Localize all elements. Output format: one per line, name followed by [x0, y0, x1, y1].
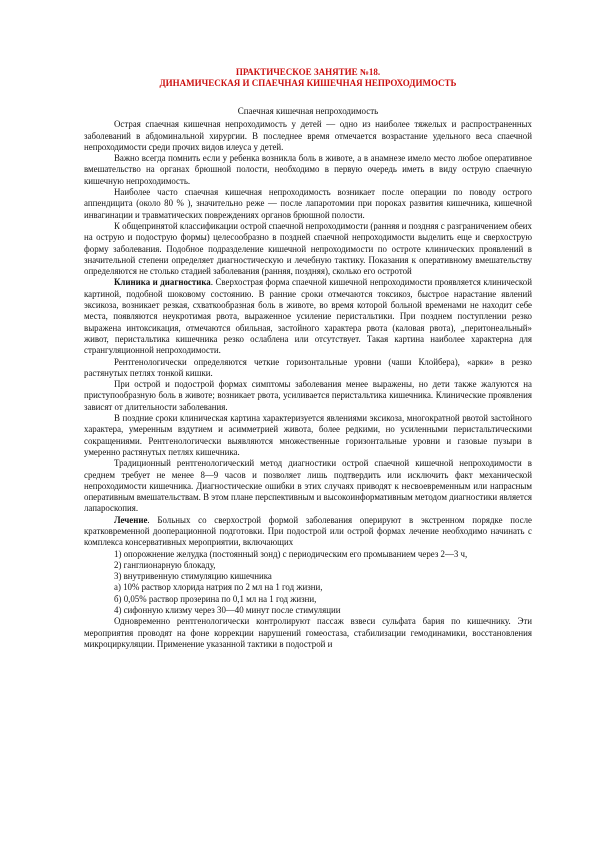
- list-item-1: 1) опорожнение желудка (постоянный зонд) с периодическим его промыванием через 2—3 ч,: [114, 548, 468, 559]
- paragraph-anamnesis: Важно всегда помнить если у ребенка возникла боль в животе, а в анамнезе имело место любое оперативное вмешательство на органах брюшной полости, необходимо в первую очередь иметь в виду острую спаечную кишечную непроходимость.: [84, 153, 532, 186]
- list-item-2: 2) ганглионарную блокаду,: [114, 559, 216, 570]
- paragraph-diagnostics: Традиционный рентгенологический метод диагностики острой спаечной кишечной непроходимости в среднем требует не менее 8—9 часов и позволяет лишь подтвердить или исключить факт механической непроходимости кишечника. Диагностические ошибки в этих случаях приводят к несвоевременным или напрасным оперативным вмешательствам. В этом плане перспективным и высокоинформативным методом диагностики является лапароскопия.: [84, 458, 532, 514]
- list-subitem-3a: а) 10% раствор хлорида натрия по 2 мл на 1 год жизни,: [114, 582, 323, 593]
- page-title: [84, 67, 532, 89]
- paragraph-late-stage: В поздние сроки клиническая картина характеризуется явлениями эксикоза, многократной рвотой застойного характера, умеренным вздутием и асимметрией живота, более редкими, но усиленными перистальтическими сокращениями. Рентгенологически выявляются множественные горизонтальные уровни и газовые пузыри в умеренно растянутых петлях кишечника.: [84, 413, 532, 457]
- list-subitem-3b: б) 0,05% раствор прозерина по 0,1 мл на 1 год жизни,: [114, 593, 317, 604]
- paragraph-treatment: [84, 515, 532, 549]
- document-body: [84, 67, 532, 650]
- clinic-heading: Клиника и диагностика: [114, 277, 211, 288]
- paragraph-xray: Рентгенологически определяются четкие горизонтальные уровни (чаши Клойбера), «арки» в резко растянутых петлях тонкой кишки.: [84, 356, 532, 378]
- paragraph-causes: Наиболее часто спаечная кишечная непроходимость возникает после операции по поводу острого аппендицита (около 80 % ), значительно реже — после лапаротомии при пороках развития кишечника, кишечной инвагинации и травматических повреждениях органов брюшной полости.: [84, 187, 532, 220]
- list-item-4: 4) сифонную клизму через 30—40 минут после стимуляции: [114, 605, 341, 616]
- list-item-3: 3) внутривенную стимуляцию кишечника: [114, 571, 272, 582]
- paragraph-classification: К общепринятой классификации острой спаечной непроходимости (ранняя и поздняя с разграничением обеих на острую и подострую формы) целесообразно в поздней спаечной непроходимости выделить еще и сверхострую форму заболевания. Подобное подразделение кишечной непроходимости по остроте клинических проявлений в значительной степени определяет диагностическую и лечебную тактику. Показания к оперативному вмешательству определяются не столько стадией заболевания (ранняя, поздняя), сколько его остротой: [84, 220, 532, 277]
- clinic-text: . Сверхострая форма спаечной кишечной непроходимости проявляется клинической картиной, подобной шоковому состоянию. В ранние сроки отмечаются токсикоз, быстрое нарастание явлений эксикоза, возникает резкая, схваткообразная боль в животе, во время которой больной временами не находит себе места, появляются неукротимая рвота, выраженное усиление перистальтики. При позднем поступлении резко выражена интоксикация, отмечаются обильная, застойного характера рвота (каловая рвота), „перитонеальный» живот, перистальтика кишечника резко ослаблена или отсутствует. Такая картина наиболее характерна для странгуляционной непроходимости.: [84, 277, 532, 356]
- title-line-1: ПРАКТИЧЕСКОЕ ЗАНЯТИЕ №18.: [235, 67, 381, 77]
- title-line-2: ДИНАМИЧЕСКАЯ И СПАЕЧНАЯ КИШЕЧНАЯ НЕПРОХОДИМОСТЬ: [159, 78, 457, 88]
- paragraph-monitoring: Одновременно рентгенологически контролируют пассаж взвеси сульфата бария по кишечнику. Эти мероприятия проводят на фоне коррекции нарушений гомеостаза, стабилизации гемодинамики, восстановления микроциркуляции. Применение указанной тактики в подострой и: [84, 616, 532, 649]
- paragraph-acute-forms: При острой и подострой формах симптомы заболевания менее выражены, но дети также жалуются на приступообразную боль в животе; возникает рвота, усиливается перистальтика кишечника. Клинические проявления зависят от длительности заболевания.: [84, 379, 532, 412]
- section-subtitle: Спаечная кишечная непроходимость: [237, 106, 379, 116]
- treatment-text: . Больных со сверхострой формой заболевания оперируют в экстренном порядке после кратковременной дооперационной подготовки. При подострой или острой формах лечение необходимо начинать с комплекса консервативных мероприятии, включающих: [84, 514, 532, 548]
- paragraph-clinic: [84, 277, 532, 356]
- treatment-heading: Лечение: [114, 514, 148, 525]
- paragraph-intro: Острая спаечная кишечная непроходимость у детей — одно из наиболее тяжелых и распространенных заболеваний в абдоминальной хирургии. В последнее время отмечается возрастание удельного веса спаечной непроходимости среди прочих видов илеуса у детей.: [84, 119, 532, 152]
